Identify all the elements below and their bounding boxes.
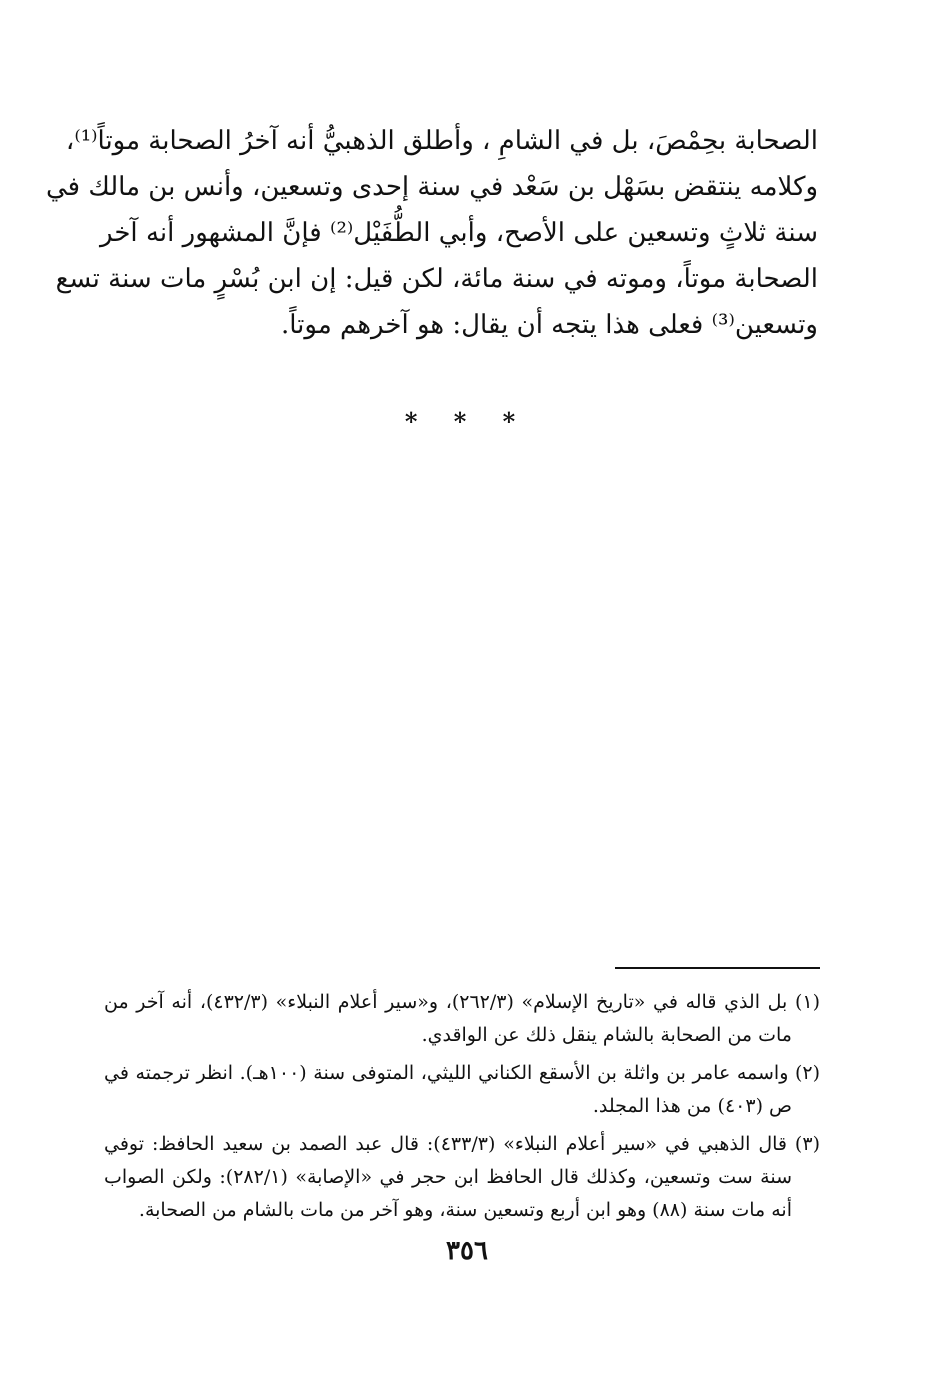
footnote-line: سنة ست وتسعين، وكذلك قال الحافظ ابن حجر في «الإصابة» (٢٨٢/١): ولكن الصواب (104, 1166, 792, 1188)
main-text-line: الصحابة موتاً، وموته في سنة مائة، لكن قيل: إن ابن بُسْرٍ مات سنة تسع (55, 264, 818, 294)
footnote-line: أنه مات سنة (٨٨) وهو ابن أربع وتسعين سنة، وهو آخر من مات بالشام من الصحابة. (138, 1199, 792, 1221)
footnote-line: مات من الصحابة بالشام ينقل ذلك عن الواقدي. (421, 1024, 792, 1046)
page-number: ٣٥٦ (446, 1236, 488, 1266)
footnote-1 (104, 986, 820, 1052)
footnotes-block (104, 986, 820, 1232)
footnote-3 (104, 1128, 820, 1227)
main-text-line: وكلامه ينتقض بسَهْل بن سَعْد في سنة إحدى وتسعين، وأنس بن مالك في (45, 172, 818, 202)
main-text-line: وتسعين⁽³⁾ فعلى هذا يتجه أن يقال: هو آخرهم موتاً. (281, 310, 818, 340)
main-text-line: سنة ثلاثٍ وتسعين على الأصح، وأبي الطُّفَيْل⁽²⁾ فإنَّ المشهور أنه آخر (100, 218, 818, 248)
footnote-2 (104, 1057, 820, 1123)
footnote-line: (٢) واسمه عامر بن واثلة بن الأسقع الكناني الليثي، المتوفى سنة (١٠٠هـ). انظر ترجمته في (104, 1062, 820, 1084)
footnote-divider (615, 967, 820, 969)
footnote-line: ص (٤٠٣) من هذا المجلد. (592, 1095, 792, 1117)
footnote-line: (٣) قال الذهبي في «سير أعلام النبلاء» (٤٣٣/٣): قال عبد الصمد بن سعيد الحافظ: توفي (104, 1133, 820, 1155)
main-text-block (45, 118, 818, 348)
section-separator: * * * (404, 407, 530, 436)
footnote-line: (١) بل الذي قاله في «تاريخ الإسلام» (٢٦٢/٣)، و«سير أعلام النبلاء» (٤٣٢/٣)، أنه آخر من (104, 991, 820, 1013)
main-text-line: الصحابة بحِمْصَ، بل في الشامِ ، وأطلق الذهبيُّ أنه آخرُ الصحابة موتاً⁽¹⁾، (65, 126, 818, 156)
